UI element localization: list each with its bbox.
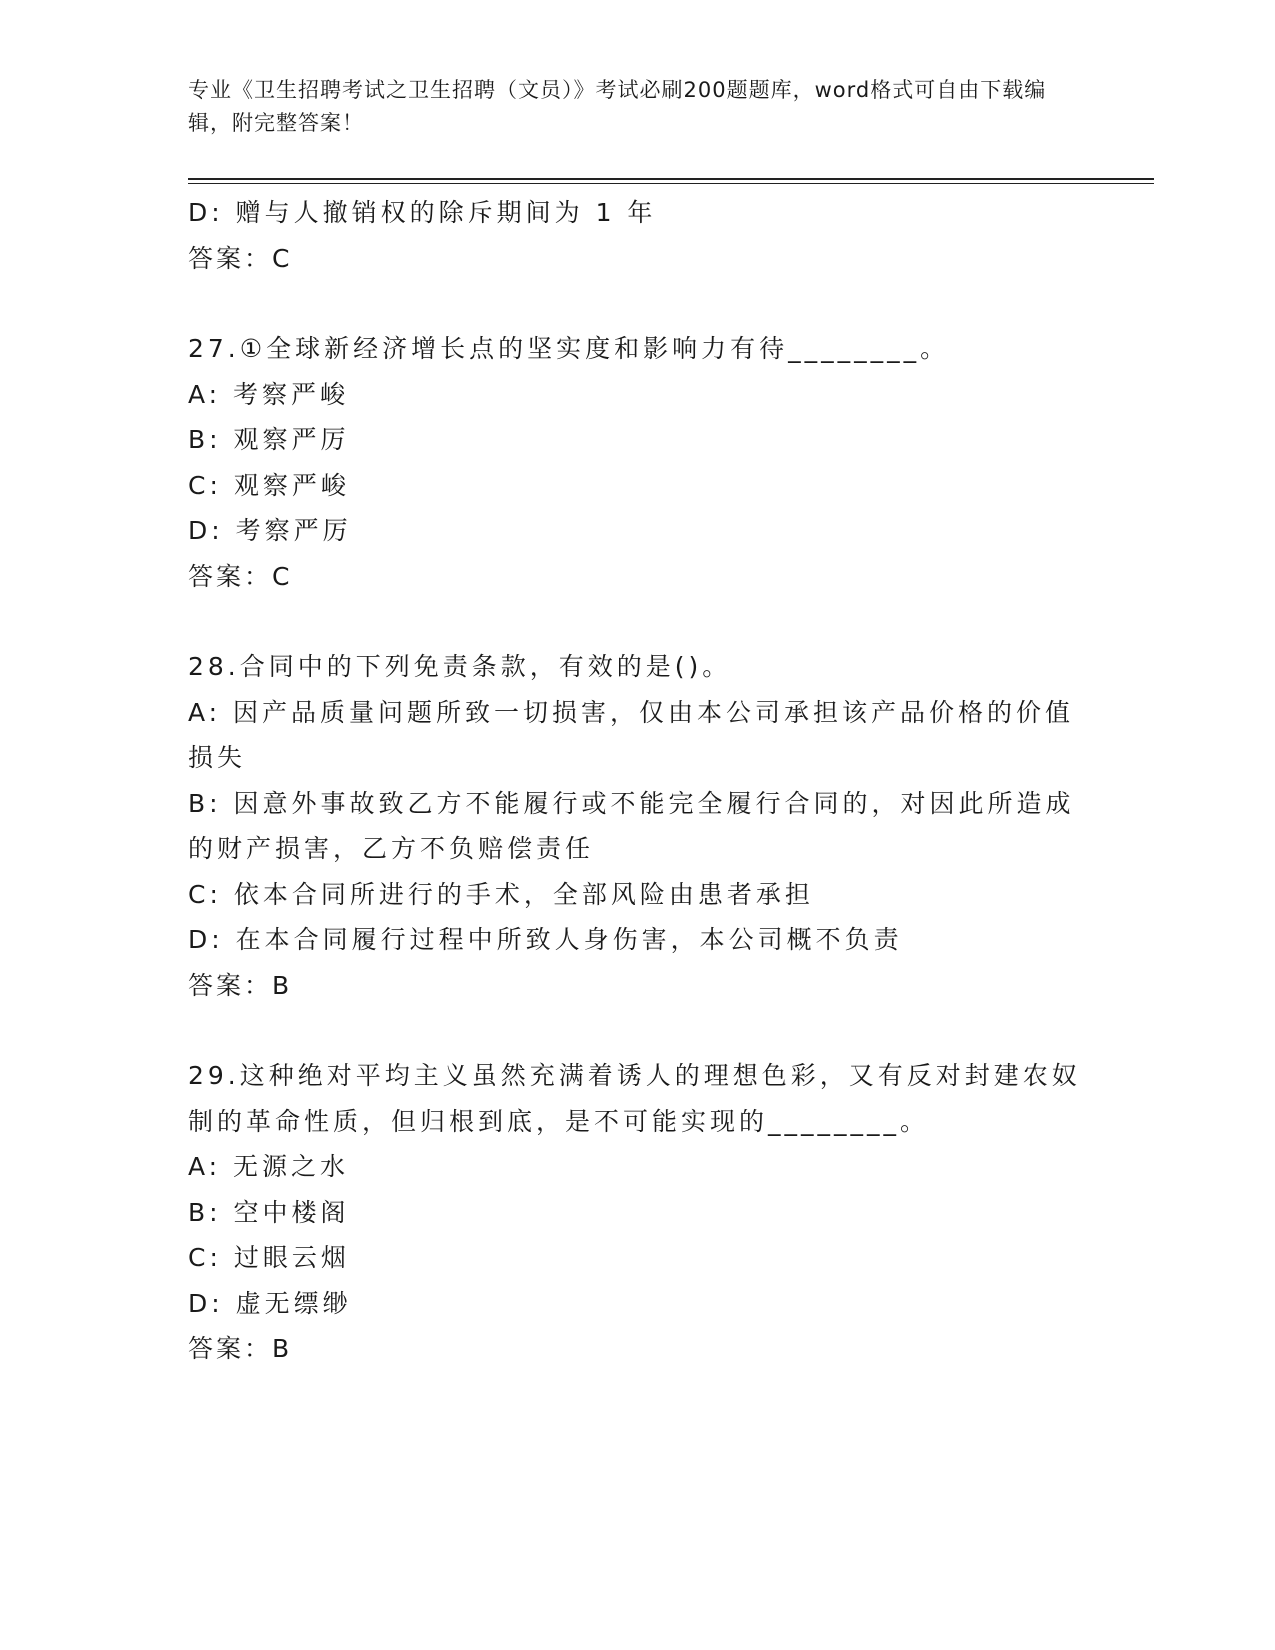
option-d: D: 虚无缥缈 — [188, 1288, 352, 1318]
header-rule-thin — [188, 183, 1154, 184]
option-d: D: 考察严厉 — [188, 516, 352, 545]
option-b: B: 因意外事故致乙方不能履行或不能完全履行合同的，对因此所造成的财产损害，乙方不负赔偿责任 — [188, 788, 1075, 863]
question-block-29 — [188, 1053, 1088, 1372]
question-list — [188, 190, 1088, 1372]
option-a: A: 无源之水 — [188, 1152, 350, 1181]
document-header: 专业《卫生招聘考试之卫生招聘（文员）》考试必刷200题题库，word格式可自由下载编辑，附完整答案！ — [188, 78, 1047, 135]
answer-line: 答案：B — [188, 1334, 293, 1363]
option-c: C: 过眼云烟 — [188, 1243, 350, 1272]
question-spacer — [188, 281, 1088, 326]
option-c: C: 观察严峻 — [188, 470, 350, 500]
answer-line: 答案：C — [188, 243, 293, 273]
option-d: D: 在本合同履行过程中所致人身伤害，本公司概不负责 — [188, 925, 903, 954]
option-d: D: 赠与人撤销权的除斥期间为 1 年 — [188, 198, 657, 227]
question-spacer — [188, 1008, 1088, 1053]
question-stem: 27.①全球新经济增长点的坚实度和影响力有待________。 — [188, 334, 950, 363]
answer-line: 答案：C — [188, 561, 293, 591]
option-b: B: 观察严厉 — [188, 425, 350, 454]
header-rule-thick — [188, 178, 1154, 180]
answer-line: 答案：B — [188, 970, 293, 1000]
question-stem: 28.合同中的下列免责条款，有效的是()。 — [188, 652, 732, 681]
question-stem: 29.这种绝对平均主义虽然充满着诱人的理想色彩，又有反对封建农奴制的革命性质，但归根到底，是不可能实现的________。 — [188, 1061, 1081, 1136]
question-spacer — [188, 599, 1088, 644]
question-block-28 — [188, 644, 1088, 1008]
question-block-27 — [188, 326, 1088, 599]
option-a: A: 因产品质量问题所致一切损害，仅由本公司承担该产品价格的价值损失 — [188, 697, 1075, 772]
option-c: C: 依本合同所进行的手术，全部风险由患者承担 — [188, 879, 814, 909]
option-b: B: 空中楼阁 — [188, 1197, 350, 1227]
option-a: A: 考察严峻 — [188, 379, 350, 409]
question-block-previous — [188, 190, 1088, 281]
